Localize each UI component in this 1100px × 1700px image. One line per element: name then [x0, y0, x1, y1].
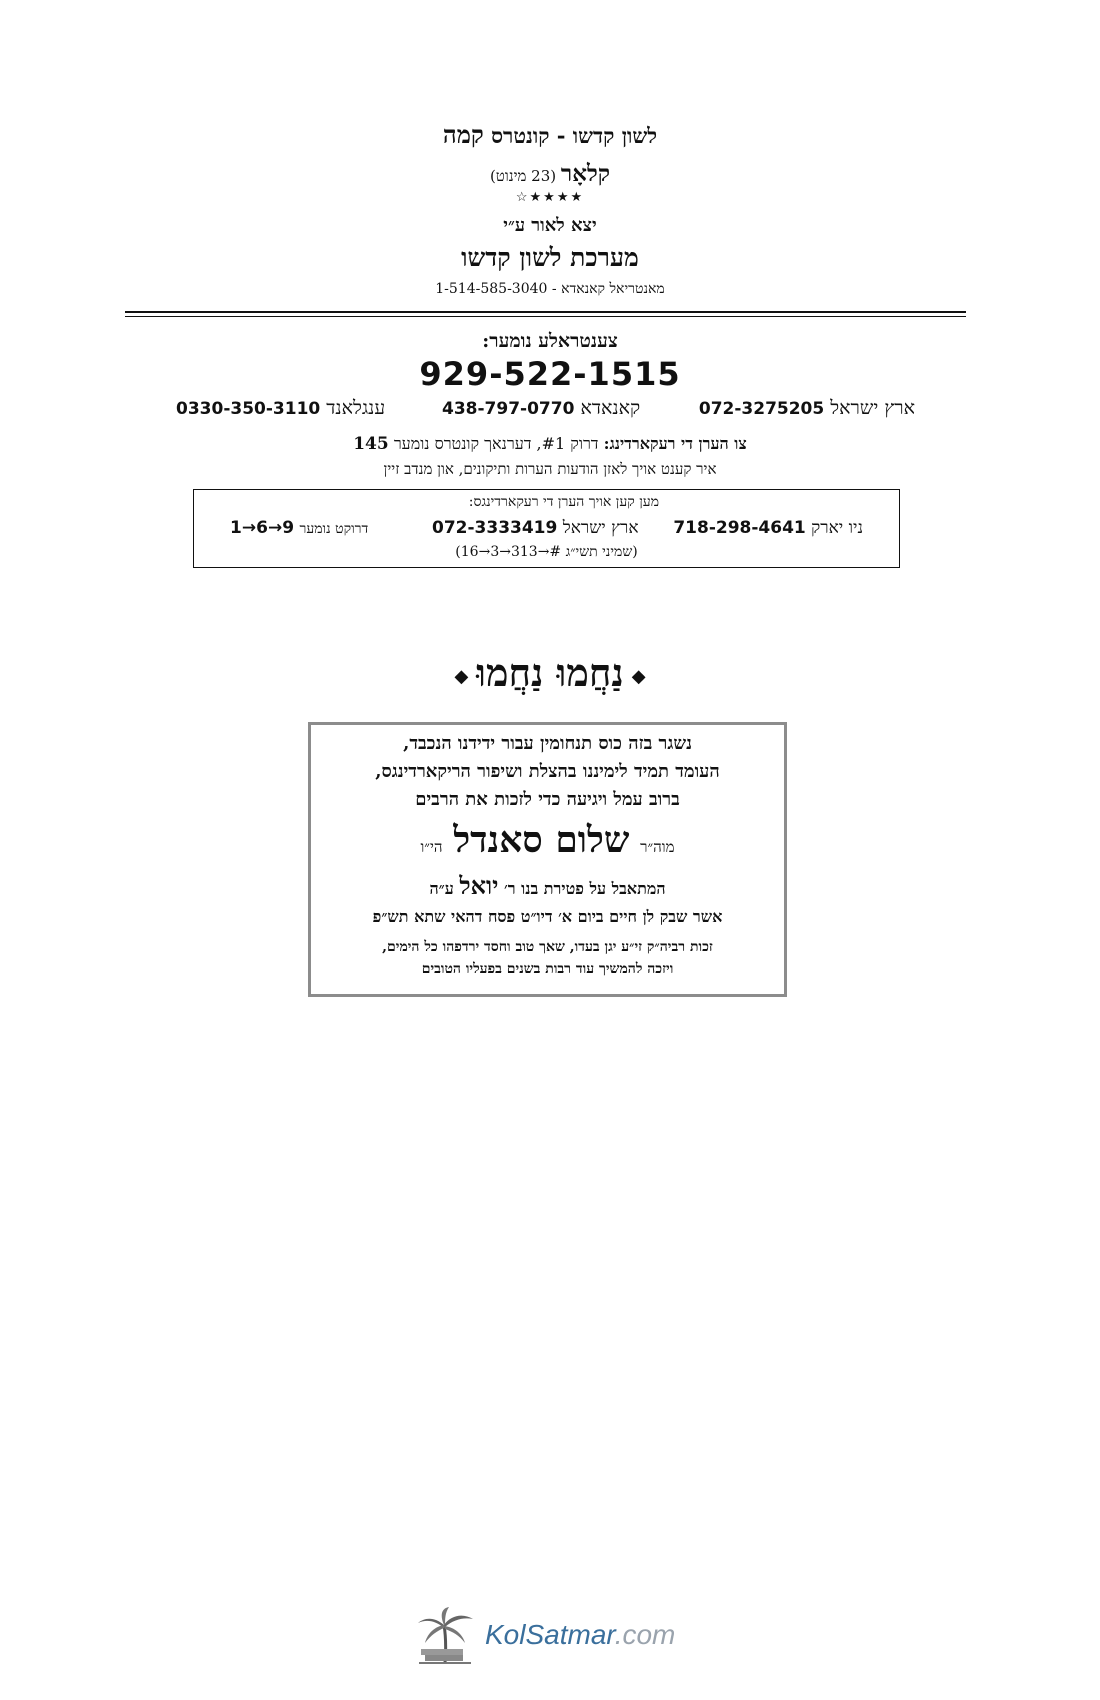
phone-israel-number: 072-3275205 — [698, 399, 825, 419]
footer-logo[interactable] — [415, 1605, 705, 1665]
condolence-heading — [0, 650, 1100, 696]
box-phone-ny — [673, 518, 863, 538]
honoree-name: שלום סאנדל — [453, 819, 630, 861]
recording-name: קלאָר — [560, 160, 611, 187]
box-direct-label: דרוקט נומער — [299, 521, 369, 537]
memorial-box — [308, 722, 787, 997]
recordings-box-title: מען קען אויך הערן די רעקארדינגס: — [468, 494, 659, 510]
memorial-line-7: זכות רביה״ק זי״ע יגן בעדו, שאך טוב וחסד ירדפהו כל הימים, — [382, 939, 713, 955]
rating-stars: ★★★★☆ — [515, 190, 585, 205]
deceased-name: יואל — [459, 871, 499, 900]
memorial-line-5-post: ע״ה — [429, 879, 454, 898]
memorial-line-3: ברוב עמל ויגיעה כדי לזכות את הרבים — [415, 789, 680, 810]
recording-duration: (23 מינוט) — [489, 167, 557, 185]
box-ny-number: 718-298-4641 — [673, 518, 806, 538]
memorial-line-2: העומד תמיד לימיננו בהצלת ושיפור הריקארדינגס, — [375, 761, 720, 782]
phone-canada — [442, 397, 640, 420]
listen-note: איר קענט אויך לאזן הודעות הערות ותיקונים, און מנדב זיין — [383, 460, 717, 478]
memorial-line-8: ויזכה להמשיך עוד רבות בשנים בפעליו הטובים — [421, 961, 674, 977]
listen-prefix: צו הערן די רעקארדינג: — [603, 434, 747, 453]
divider-thick — [125, 311, 966, 313]
memorial-line-1: נשגר בזה כוס תנחומין עבור ידידנו הנכבד, — [403, 733, 692, 754]
box-il-number: 072-3333419 — [432, 518, 558, 538]
box-il-label: ארץ ישראל — [562, 518, 639, 538]
diamond-icon: ◆ — [454, 666, 469, 687]
listen-number: 145 — [353, 434, 389, 454]
listen-instructions — [0, 434, 1100, 454]
phone-england-label: ענגלאנד — [326, 397, 386, 419]
series-title-text: לשון קדשו - קונטרס — [491, 123, 658, 148]
diamond-icon: ◆ — [631, 666, 646, 687]
box-direct-sequence: 9→6→1 — [230, 518, 295, 538]
palm-tree-logo-icon — [415, 1605, 477, 1665]
series-number: קמה — [442, 120, 484, 149]
organization-name: מערכת לשון קדשו — [461, 243, 639, 272]
box-direct-dial — [230, 518, 368, 538]
phone-canada-label: קאנאדא — [580, 397, 641, 419]
phone-england-number: 0330-350-3110 — [176, 399, 321, 419]
published-by: יצא לאור ע״י — [503, 215, 597, 236]
box-ny-label: ניו יארק — [811, 518, 863, 538]
footer-brand[interactable] — [485, 1619, 675, 1651]
divider-thin — [125, 316, 966, 317]
series-title — [0, 120, 1100, 150]
phone-england — [176, 397, 385, 420]
box-phone-israel — [432, 518, 639, 538]
phone-canada-number: 438-797-0770 — [442, 399, 575, 419]
honoree-title-prefix: מוה״ר — [640, 838, 675, 856]
recordings-box-footnote: (שמיני תשי״ג #→313→3→16) — [455, 544, 638, 560]
organization-address: מאנטריאל קאנאדא - 1-514-585-3040 — [435, 281, 665, 297]
recordings-box — [193, 489, 900, 568]
footer-brand-name: KolSatmar — [485, 1619, 615, 1650]
phone-israel — [699, 397, 915, 420]
memorial-line-5-pre: המתאבל על פטירת בנו ר׳ — [504, 879, 666, 898]
listen-middle: דרוק #1, דערנאך קונטרס נומער — [393, 434, 599, 453]
central-number-label: צענטראלע נומער: — [482, 330, 618, 352]
phone-israel-label: ארץ ישראל — [830, 397, 915, 419]
memorial-line-6: אשר שבק לן חיים ביום א׳ דיו״ט פסח דהאי שתא תש״פ — [372, 907, 723, 926]
memorial-line-5 — [311, 871, 784, 901]
condolence-heading-text: נַחֲמוּ נַחֲמוּ — [476, 650, 624, 695]
recording-title-line — [0, 160, 1100, 187]
honoree-title-suffix: הי״ו — [420, 838, 443, 856]
central-number: 929-522-1515 — [419, 355, 681, 393]
memorial-honoree — [311, 819, 784, 861]
footer-brand-tld: .com — [614, 1619, 676, 1650]
